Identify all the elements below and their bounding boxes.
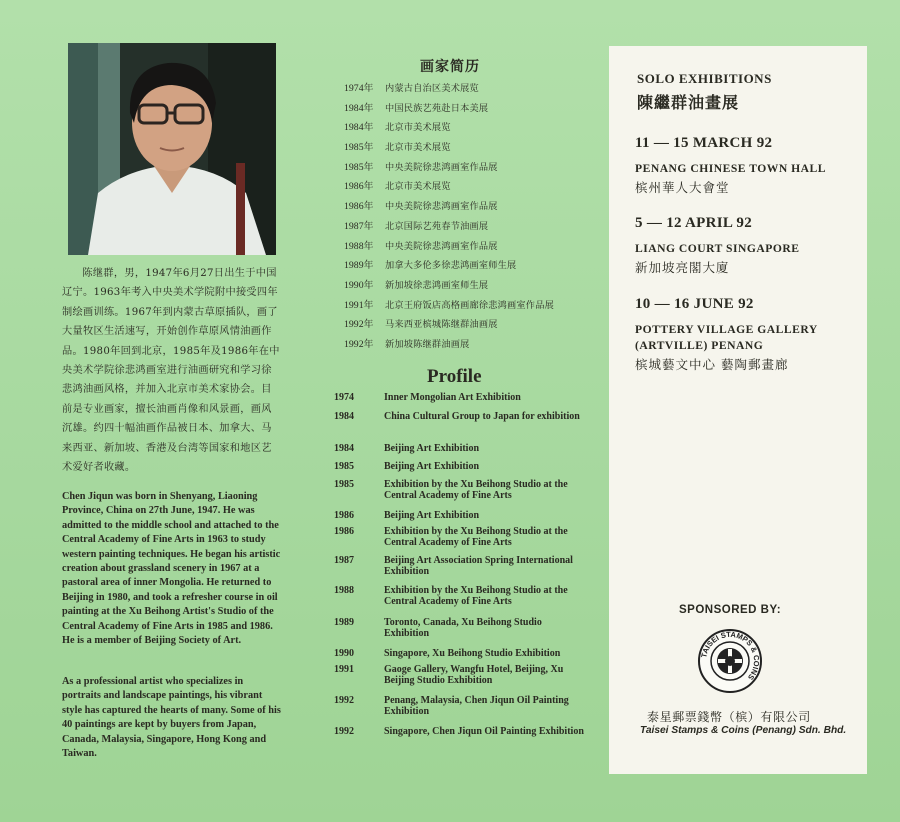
taisei-logo bbox=[697, 628, 763, 694]
solo-exhibitions-panel bbox=[609, 46, 867, 774]
profile-list bbox=[334, 393, 594, 751]
sponsor-name-chinese: 泰星郵票錢幣（槟）有限公司 bbox=[647, 710, 811, 724]
list-item: 1984年 中国民族艺苑赴日本美展 bbox=[344, 102, 489, 114]
biography-english: Chen Jiqun was born in Shenyang, Liaoning Province, China on 27th June, 1947. He was admitted to the middle school and attached to the Central Academy of Fine Arts in 1963 to study western painting techniques. He began his artistic creation about grassland scenery in 1967 at a pastoral area of inner Mongolia. He returned to Beijing in 1980, and took a refresher course in oil painting at the Xu Beihong Artist's Studio of the Central Academy of Fine Arts in 1985 and 1986. He is a member of Beijing Society of Art. bbox=[62, 491, 281, 647]
list-item: 1991年 北京王府饭店高格画廊徐悲鸿画室作品展 bbox=[344, 299, 554, 311]
list-item: 1992 Singapore, Chen Jiqun Oil Painting Exhibition bbox=[334, 726, 584, 737]
list-item: 1985 Beijing Art Exhibition bbox=[334, 461, 480, 472]
exhibition-date: 5 — 12 APRIL 92 bbox=[635, 215, 753, 231]
exhibition-entry bbox=[635, 296, 860, 373]
list-item: 1989年 加拿大多伦多徐悲鸿画室师生展 bbox=[344, 260, 517, 272]
list-item: 1986 Exhibition by the Xu Beihong Studio at the Central Academy of Fine Arts bbox=[334, 526, 568, 548]
list-item: 1992年 马来西亚槟城陈继群油画展 bbox=[344, 319, 498, 331]
list-item: 1986 Beijing Art Exhibition bbox=[334, 510, 480, 521]
biography-english-collectors: As a professional artist who specializes in portraits and landscape paintings, his vibrant style has captured the hearts of many. Some of his 40 paintings are kept by buyers from Japan, Canada, Malaysia, Singapore, Hong Kong and Taiwan. bbox=[62, 676, 281, 760]
biography-chinese: 陈继群，男，1947年6月27日出生于中国辽宁。1963年考入中央美术学院附中接受四年制绘画训练。1967年到内蒙古草原插队，画了大量牧区生活速写，开始创作草原风情油画作品。1980年回到北京，1985年及1986年在中央美术学院徐悲鸿画室进行油画研究和学习徐悲鸿油画风格，并加入北京市美术家协会。目前是专业画家，擅长油画肖像和风景画，画风沉雄。约四十幅油画作品被日本、加拿大、马来西亚、新加坡、香港及台湾等国家和地区艺术爱好者收藏。 bbox=[62, 268, 280, 474]
sponsored-by-label: SPONSORED BY: bbox=[679, 604, 782, 616]
exhibition-date: 11 — 15 MARCH 92 bbox=[635, 135, 773, 151]
list-item: 1984年 北京市美术展览 bbox=[344, 122, 451, 134]
exhibition-venue-chinese: 槟州華人大會堂 bbox=[635, 180, 730, 195]
list-item: 1985年 中央美院徐悲鸿画室作品展 bbox=[344, 161, 498, 173]
solo-exhibitions-title: SOLO EXHIBITIONS bbox=[637, 71, 772, 86]
list-item: 1988年 中央美院徐悲鸿画室作品展 bbox=[344, 240, 498, 252]
list-item: 1986年 北京市美术展览 bbox=[344, 181, 451, 193]
list-item: 1987年 北京国际艺苑春节油画展 bbox=[344, 220, 489, 232]
list-item: 1984 Beijing Art Exhibition bbox=[334, 443, 480, 454]
exhibition-venue: POTTERY VILLAGE GALLERY (ARTVILLE) PENANG bbox=[635, 323, 818, 352]
list-item: 1990 Singapore, Xu Beihong Studio Exhibition bbox=[334, 648, 561, 659]
sponsor-name-english: Taisei Stamps & Coins (Penang) Sdn. Bhd. bbox=[640, 725, 847, 736]
svg-text:TAISEI STAMPS & COINS: TAISEI STAMPS & COINS bbox=[699, 629, 762, 682]
exhibition-entry bbox=[635, 135, 860, 196]
list-item: 1988 Exhibition by the Xu Beihong Studio at the Central Academy of Fine Arts bbox=[334, 585, 568, 607]
list-item: 1985年 北京市美术展览 bbox=[344, 142, 451, 154]
list-item: 1974年 内蒙古自治区美术展览 bbox=[344, 83, 479, 94]
list-item: 1989 Toronto, Canada, Xu Beihong Studio Exhibition bbox=[334, 617, 542, 639]
list-item: 1992年 新加坡陈继群油画展 bbox=[344, 338, 470, 350]
exhibition-entry bbox=[635, 215, 860, 276]
list-item: 1990年 新加坡徐悲鸿画室师生展 bbox=[344, 279, 489, 291]
list-item: 1974 Inner Mongolian Art Exhibition bbox=[334, 392, 521, 403]
list-item: 1987 Beijing Art Association Spring International Exhibition bbox=[334, 555, 573, 577]
resume-chinese-title: 画家简历 bbox=[420, 59, 480, 75]
exhibition-venue: LIANG COURT SINGAPORE bbox=[635, 242, 800, 255]
solo-exhibitions-title-chinese: 陳繼群油畫展 bbox=[637, 93, 740, 112]
list-item: 1991 Gaoge Gallery, Wangfu Hotel, Beijing, Xu Beijing Studio Exhibition bbox=[334, 664, 564, 686]
exhibition-date: 10 — 16 JUNE 92 bbox=[635, 296, 754, 312]
exhibition-venue: PENANG CHINESE TOWN HALL bbox=[635, 162, 826, 175]
artist-photo bbox=[68, 43, 276, 255]
list-item: 1985 Exhibition by the Xu Beihong Studio at the Central Academy of Fine Arts bbox=[334, 479, 568, 501]
resume-chinese-list bbox=[344, 80, 604, 356]
profile-title: Profile bbox=[427, 366, 482, 387]
list-item: 1992 Penang, Malaysia, Chen Jiqun Oil Painting Exhibition bbox=[334, 695, 569, 717]
exhibition-venue-chinese: 新加坡亮閣大廈 bbox=[635, 260, 730, 275]
exhibition-venue-chinese: 槟城藝文中心 藝陶郵畫廊 bbox=[635, 357, 789, 372]
list-item: 1984 China Cultural Group to Japan for exhibition bbox=[334, 411, 580, 422]
list-item: 1986年 中央美院徐悲鸿画室作品展 bbox=[344, 201, 498, 213]
